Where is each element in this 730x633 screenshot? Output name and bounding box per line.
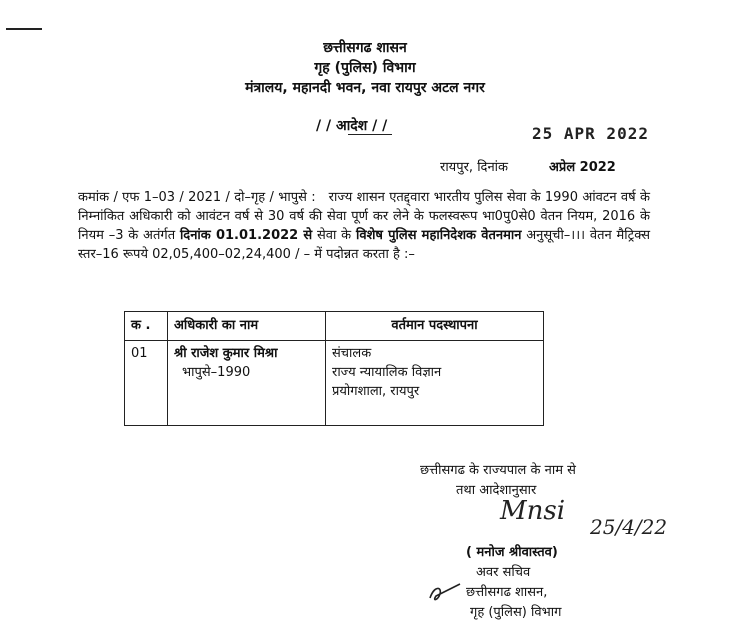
order-body (78, 188, 650, 264)
dept-line-1: छत्तीसगढ शासन, (466, 585, 548, 600)
header-government: छत्तीसगढ शासन (323, 40, 407, 56)
order-date: अप्रेल 2022 (549, 160, 616, 175)
initial-mark-stroke (430, 584, 460, 600)
header-address: मंत्रालय, महानदी भवन, नवा रायपुर अटल नगर (245, 80, 485, 96)
order-title: / / आदेश / / (316, 118, 388, 134)
place-date-label: रायपुर, दिनांक (440, 160, 509, 175)
cell-officer (168, 341, 326, 426)
officer-signatory-name: ( मनोज श्रीवास्तव) (466, 545, 558, 560)
dept-line-2: गृह (पुलिस) विभाग (470, 605, 562, 620)
order-title-underline (348, 134, 392, 135)
cell-serial: 01 (125, 341, 168, 426)
officer-name: श्री राजेश कुमार मिश्रा (174, 346, 278, 361)
posting-line-2: राज्य न्यायालिक विज्ञान (332, 365, 442, 380)
body-text-1: राज्य शासन एतद्द्वारा भारतीय पुलिस सेवा के 1990 आंवटन वर्ष के निम्नांकित अधिकारी को आवंटन वर्ष से 30 वर्ष की सेवा पूर्ण कर लेने के फलस्वरूप भा0पु0से0 वेतन नियम, 2016 के नियम –3 के अतंर्गत (78, 190, 650, 243)
designation: अवर सचिव (476, 565, 531, 580)
table-header-row (125, 312, 544, 341)
pay-scale: विशेष पुलिस महानिदेशक वेतनमान (355, 228, 522, 243)
col-officer-name: अधिकारी का नाम (168, 312, 326, 341)
posting-line-1: संचालक (332, 346, 372, 361)
authority-line-1: छत्तीसगढ के राज्यपाल के नाम से (420, 463, 576, 478)
date-stamp: 25 APR 2022 (532, 124, 649, 143)
officer-table (124, 311, 544, 426)
signed-date-handwritten: 25/4/22 (590, 515, 668, 539)
body-text-2: सेवा के (317, 228, 352, 243)
body-text-3: अनुसूची–।।। वेतन मैट्रिक्स स्तर–16 रूपये 02,05,400–02,24,400 / – में पदोन्नत करता है :– (78, 228, 651, 262)
header-department: गृह (पुलिस) विभाग (314, 60, 416, 76)
margin-mark (6, 28, 42, 30)
col-current-posting: वर्तमान पदस्थापना (326, 312, 544, 341)
initial-mark-icon (426, 580, 464, 606)
signature-scrawl: Mnsi (500, 496, 566, 526)
effective-date: दिनांक 01.01.2022 से (179, 228, 313, 243)
authority-line-2: तथा आदेशानुसार (456, 483, 537, 498)
table-row (125, 341, 544, 426)
officer-service: भापुसे–1990 (182, 365, 251, 380)
reference-number: कमांक / एफ 1–03 / 2021 / दो–गृह / भापुसे : (78, 190, 316, 205)
cell-posting (326, 341, 544, 426)
col-serial: क . (125, 312, 168, 341)
posting-line-3: प्रयोगशाला, रायपुर (332, 384, 420, 399)
